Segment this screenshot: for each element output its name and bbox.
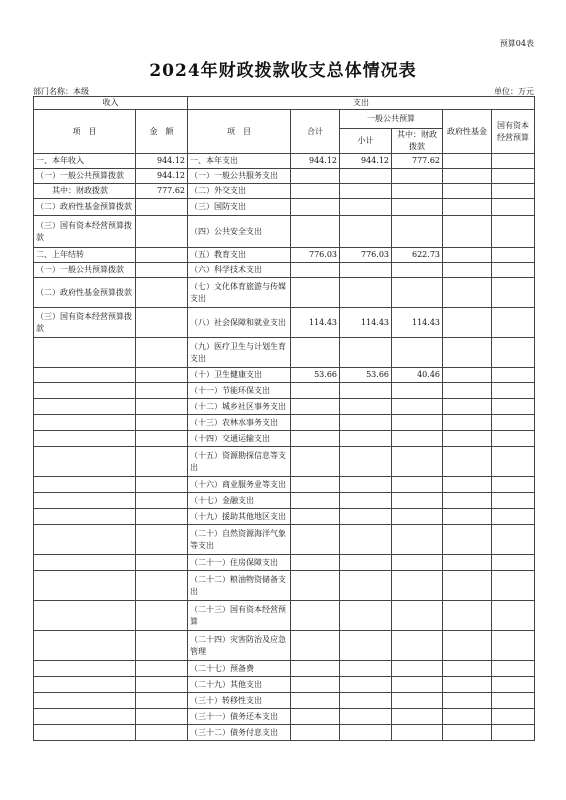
expense-item: （十五）资源勘探信息等支出 — [188, 447, 291, 477]
gov-fund-amount — [443, 709, 492, 725]
gov-fund-amount — [443, 525, 492, 555]
table-row — [34, 631, 535, 661]
expense-item: （二十三）国有资本经营预算 — [188, 601, 291, 631]
table-row — [34, 169, 535, 184]
gov-fund-amount — [443, 368, 492, 383]
expense-item: （十三）农林水事务支出 — [188, 415, 291, 431]
gov-fund-amount — [443, 308, 492, 338]
table-row — [34, 184, 535, 199]
total-amount — [291, 601, 340, 631]
expense-header: 支出 — [188, 97, 535, 110]
soe-amount — [492, 709, 535, 725]
expense-item: （二十七）预备费 — [188, 661, 291, 677]
subtotal-amount — [340, 525, 392, 555]
income-item — [34, 447, 136, 477]
income-amount — [136, 601, 188, 631]
total-amount — [291, 725, 340, 741]
income-item — [34, 571, 136, 601]
income-amount: 944.12 — [136, 169, 188, 184]
expense-item: （十九）援助其他地区支出 — [188, 509, 291, 525]
gov-fund-amount — [443, 383, 492, 399]
soe-amount — [492, 216, 535, 248]
income-item — [34, 415, 136, 431]
total-amount — [291, 631, 340, 661]
income-amount — [136, 431, 188, 447]
subtotal-amount — [340, 338, 392, 368]
fiscal-amount — [392, 509, 443, 525]
page-title: 2024年财政拨款收支总体情况表 — [149, 61, 417, 81]
soe-amount — [492, 661, 535, 677]
expense-item: （七）文化体育旅游与传媒支出 — [188, 278, 291, 308]
soe-amount — [492, 493, 535, 509]
income-amount — [136, 248, 188, 263]
income-item — [34, 383, 136, 399]
expense-item: （十）卫生健康支出 — [188, 368, 291, 383]
subtotal-amount — [340, 725, 392, 741]
soe-amount — [492, 154, 535, 169]
gov-fund-amount — [443, 601, 492, 631]
total-amount — [291, 184, 340, 199]
income-item: （一）一般公共预算拨款 — [34, 169, 136, 184]
expense-item: （二十四）灾害防治及应急管理 — [188, 631, 291, 661]
expense-item: （二）外交支出 — [188, 184, 291, 199]
expense-item: （二十一）住房保障支出 — [188, 555, 291, 571]
total-amount — [291, 169, 340, 184]
income-item — [34, 725, 136, 741]
department-name: 部门名称：本级 — [33, 87, 89, 96]
fiscal-amount — [392, 631, 443, 661]
gov-fund-amount — [443, 338, 492, 368]
fiscal-amount — [392, 399, 443, 415]
total-amount — [291, 693, 340, 709]
table-row — [34, 493, 535, 509]
unit-label: 单位：万元 — [494, 87, 534, 96]
total-header: 合计 — [291, 110, 340, 154]
soe-amount — [492, 199, 535, 216]
total-amount — [291, 493, 340, 509]
soe-amount — [492, 248, 535, 263]
table-row — [34, 677, 535, 693]
subtotal-amount — [340, 709, 392, 725]
gov-fund-amount — [443, 431, 492, 447]
income-item — [34, 677, 136, 693]
expense-item: （三十）转移性支出 — [188, 693, 291, 709]
soe-amount — [492, 383, 535, 399]
soe-amount — [492, 509, 535, 525]
income-item — [34, 399, 136, 415]
gov-fund-amount — [443, 631, 492, 661]
table-row — [34, 431, 535, 447]
fiscal-amount — [392, 431, 443, 447]
subtotal-amount — [340, 447, 392, 477]
total-amount — [291, 477, 340, 493]
total-amount: 776.03 — [291, 248, 340, 263]
table-row — [34, 308, 535, 338]
subtotal-amount — [340, 509, 392, 525]
income-item: （三）国有资本经营预算拨款 — [34, 216, 136, 248]
income-amount — [136, 278, 188, 308]
income-item — [34, 368, 136, 383]
subtotal-amount: 53.66 — [340, 368, 392, 383]
expense-item: （十四）交通运输支出 — [188, 431, 291, 447]
income-item — [34, 431, 136, 447]
expense-item: （三十二）债务付息支出 — [188, 725, 291, 741]
gov-fund-amount — [443, 278, 492, 308]
income-amount — [136, 199, 188, 216]
soe-amount — [492, 278, 535, 308]
soe-amount — [492, 368, 535, 383]
fiscal-amount — [392, 525, 443, 555]
total-amount — [291, 216, 340, 248]
income-item — [34, 493, 136, 509]
fiscal-header: 其中：财政拨款 — [392, 129, 443, 154]
subtotal-amount — [340, 631, 392, 661]
income-amount: 777.62 — [136, 184, 188, 199]
expense-item: （三）国防支出 — [188, 199, 291, 216]
income-header: 收入 — [34, 97, 188, 110]
total-amount — [291, 431, 340, 447]
total-amount: 53.66 — [291, 368, 340, 383]
expense-item: （三十一）债务还本支出 — [188, 709, 291, 725]
income-item — [34, 661, 136, 677]
gov-fund-amount — [443, 493, 492, 509]
income-amount — [136, 383, 188, 399]
subtotal-amount — [340, 493, 392, 509]
subtotal-amount: 114.43 — [340, 308, 392, 338]
expense-item: （十一）节能环保支出 — [188, 383, 291, 399]
soe-amount — [492, 415, 535, 431]
income-item — [34, 555, 136, 571]
table-row — [34, 601, 535, 631]
gov-fund-amount — [443, 677, 492, 693]
table-row — [34, 661, 535, 677]
fiscal-amount: 777.62 — [392, 154, 443, 169]
income-item: （二）政府性基金预算拨款 — [34, 199, 136, 216]
income-amount — [136, 677, 188, 693]
soe-amount — [492, 447, 535, 477]
fiscal-amount — [392, 661, 443, 677]
table-row — [34, 199, 535, 216]
subtotal-amount — [340, 431, 392, 447]
soe-amount — [492, 431, 535, 447]
fiscal-amount — [392, 278, 443, 308]
income-item: （二）政府性基金预算拨款 — [34, 278, 136, 308]
gov-fund-amount — [443, 169, 492, 184]
income-amount — [136, 308, 188, 338]
table-row — [34, 509, 535, 525]
table-row — [34, 368, 535, 383]
income-amount — [136, 709, 188, 725]
soe-amount — [492, 169, 535, 184]
total-amount — [291, 399, 340, 415]
table-row — [34, 693, 535, 709]
expense-item: （十二）城乡社区事务支出 — [188, 399, 291, 415]
subtotal-amount — [340, 216, 392, 248]
expense-item-header: 项 目 — [188, 110, 291, 154]
table-row — [34, 263, 535, 278]
form-code: 预算04表 — [499, 39, 534, 48]
expense-item: （十六）商业服务业等支出 — [188, 477, 291, 493]
fiscal-amount — [392, 199, 443, 216]
income-item — [34, 709, 136, 725]
subtotal-amount — [340, 415, 392, 431]
subtotal-amount — [340, 693, 392, 709]
income-amount — [136, 477, 188, 493]
total-amount — [291, 338, 340, 368]
soe-amount — [492, 525, 535, 555]
income-amount — [136, 415, 188, 431]
income-amount — [136, 725, 188, 741]
fiscal-amount: 114.43 — [392, 308, 443, 338]
expense-item: 一、本年支出 — [188, 154, 291, 169]
total-amount — [291, 555, 340, 571]
table-row — [34, 154, 535, 169]
soe-amount — [492, 399, 535, 415]
subtotal-amount — [340, 555, 392, 571]
expense-item: （二十九）其他支出 — [188, 677, 291, 693]
gov-fund-amount — [443, 415, 492, 431]
total-amount — [291, 415, 340, 431]
soe-amount — [492, 693, 535, 709]
income-item — [34, 693, 136, 709]
total-amount — [291, 661, 340, 677]
soe-amount — [492, 184, 535, 199]
gov-fund-amount — [443, 248, 492, 263]
gov-fund-amount — [443, 199, 492, 216]
income-amount — [136, 338, 188, 368]
soe-amount — [492, 555, 535, 571]
subtotal-amount: 776.03 — [340, 248, 392, 263]
total-amount — [291, 525, 340, 555]
soe-amount — [492, 601, 535, 631]
gov-fund-amount — [443, 693, 492, 709]
income-item — [34, 631, 136, 661]
table-row — [34, 725, 535, 741]
income-amount — [136, 493, 188, 509]
income-item — [34, 477, 136, 493]
soe-amount — [492, 338, 535, 368]
income-amount — [136, 399, 188, 415]
income-item — [34, 525, 136, 555]
expense-item: （八）社会保障和就业支出 — [188, 308, 291, 338]
fiscal-amount — [392, 338, 443, 368]
expense-item: （五）教育支出 — [188, 248, 291, 263]
income-amount — [136, 509, 188, 525]
expense-item: （六）科学技术支出 — [188, 263, 291, 278]
subtotal-amount — [340, 477, 392, 493]
fiscal-amount — [392, 184, 443, 199]
income-amount-header: 金 额 — [136, 110, 188, 154]
gov-fund-amount — [443, 184, 492, 199]
subtotal-amount — [340, 184, 392, 199]
gov-fund-header: 政府性基金 — [443, 110, 492, 154]
gov-fund-amount — [443, 399, 492, 415]
fiscal-amount — [392, 383, 443, 399]
soe-amount — [492, 725, 535, 741]
soe-amount — [492, 631, 535, 661]
fiscal-amount — [392, 447, 443, 477]
income-amount — [136, 661, 188, 677]
table-row — [34, 571, 535, 601]
soe-amount — [492, 308, 535, 338]
income-item: 二、上年结转 — [34, 248, 136, 263]
income-amount — [136, 693, 188, 709]
income-amount: 944.12 — [136, 154, 188, 169]
expense-item: （十七）金融支出 — [188, 493, 291, 509]
subtotal-amount — [340, 571, 392, 601]
total-amount — [291, 447, 340, 477]
gov-fund-amount — [443, 555, 492, 571]
total-amount — [291, 509, 340, 525]
fiscal-amount — [392, 169, 443, 184]
income-item: （一）一般公共预算拨款 — [34, 263, 136, 278]
fiscal-amount — [392, 493, 443, 509]
total-amount — [291, 383, 340, 399]
gov-fund-amount — [443, 725, 492, 741]
fiscal-amount — [392, 263, 443, 278]
table-row — [34, 248, 535, 263]
income-amount — [136, 263, 188, 278]
gov-fund-amount — [443, 571, 492, 601]
fiscal-amount — [392, 709, 443, 725]
total-amount: 114.43 — [291, 308, 340, 338]
fiscal-amount — [392, 415, 443, 431]
fiscal-amount — [392, 601, 443, 631]
total-amount — [291, 278, 340, 308]
gov-fund-amount — [443, 216, 492, 248]
table-row — [34, 525, 535, 555]
income-item: 一、本年收入 — [34, 154, 136, 169]
gov-fund-amount — [443, 154, 492, 169]
total-amount — [291, 571, 340, 601]
subtotal-header: 小计 — [340, 129, 392, 154]
gov-fund-amount — [443, 509, 492, 525]
table-row — [34, 415, 535, 431]
income-item — [34, 509, 136, 525]
income-amount — [136, 216, 188, 248]
fiscal-amount — [392, 677, 443, 693]
subtotal-amount — [340, 661, 392, 677]
subtotal-amount — [340, 199, 392, 216]
subtotal-amount: 944.12 — [340, 154, 392, 169]
fiscal-amount — [392, 216, 443, 248]
fiscal-amount: 40.46 — [392, 368, 443, 383]
gov-fund-amount — [443, 447, 492, 477]
subtotal-amount — [340, 263, 392, 278]
subtotal-amount — [340, 677, 392, 693]
subtotal-amount — [340, 169, 392, 184]
gov-fund-amount — [443, 661, 492, 677]
income-item: （三）国有资本经营预算拨款 — [34, 308, 136, 338]
total-amount: 944.12 — [291, 154, 340, 169]
income-amount — [136, 555, 188, 571]
soe-amount — [492, 477, 535, 493]
fiscal-amount — [392, 555, 443, 571]
income-amount — [136, 525, 188, 555]
income-amount — [136, 447, 188, 477]
general-budget-header: 一般公共预算 — [340, 110, 443, 129]
subtotal-amount — [340, 278, 392, 308]
table-row — [34, 477, 535, 493]
income-amount — [136, 631, 188, 661]
expense-item: （二十）自然资源海洋气象等支出 — [188, 525, 291, 555]
income-item: 其中：财政拨款 — [34, 184, 136, 199]
table-row — [34, 338, 535, 368]
income-amount — [136, 368, 188, 383]
gov-fund-amount — [443, 477, 492, 493]
fiscal-amount — [392, 725, 443, 741]
income-item — [34, 338, 136, 368]
subtotal-amount — [340, 383, 392, 399]
fiscal-amount — [392, 693, 443, 709]
expense-item: （一）一般公共服务支出 — [188, 169, 291, 184]
soe-amount — [492, 677, 535, 693]
subtotal-amount — [340, 399, 392, 415]
table-row — [34, 278, 535, 308]
total-amount — [291, 709, 340, 725]
table-row — [34, 709, 535, 725]
expense-item: （二十二）粮油物资储备支出 — [188, 571, 291, 601]
table-row — [34, 216, 535, 248]
budget-table — [33, 96, 535, 741]
table-row — [34, 399, 535, 415]
expense-item: （四）公共安全支出 — [188, 216, 291, 248]
income-amount — [136, 571, 188, 601]
income-item — [34, 601, 136, 631]
table-row — [34, 383, 535, 399]
soe-budget-header: 国有资本经营预算 — [492, 110, 535, 154]
total-amount — [291, 199, 340, 216]
table-row — [34, 447, 535, 477]
income-item-header: 项 目 — [34, 110, 136, 154]
total-amount — [291, 263, 340, 278]
table-row — [34, 555, 535, 571]
soe-amount — [492, 263, 535, 278]
fiscal-amount — [392, 477, 443, 493]
gov-fund-amount — [443, 263, 492, 278]
fiscal-amount: 622.73 — [392, 248, 443, 263]
soe-amount — [492, 571, 535, 601]
subtotal-amount — [340, 601, 392, 631]
total-amount — [291, 677, 340, 693]
fiscal-amount — [392, 571, 443, 601]
expense-item: （九）医疗卫生与计划生育支出 — [188, 338, 291, 368]
